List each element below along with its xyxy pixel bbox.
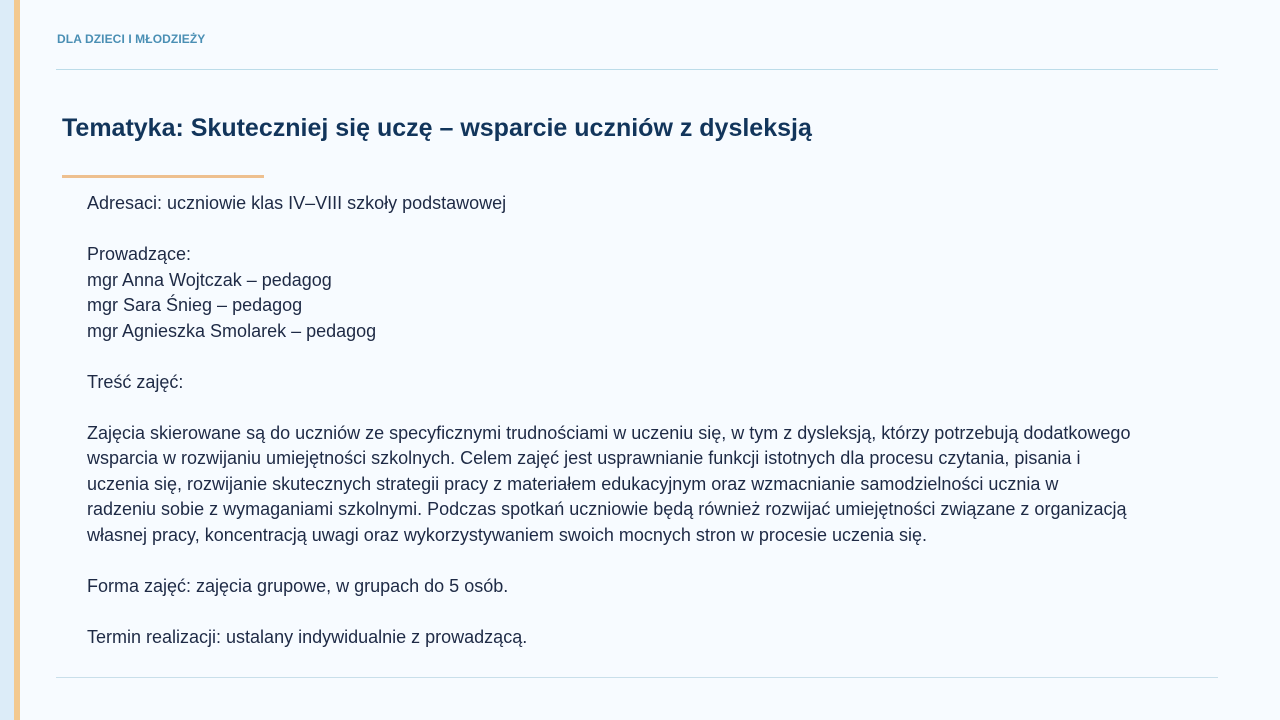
spacer — [87, 395, 1132, 421]
content-body: Zajęcia skierowane są do uczniów ze specyficznymi trudnościami w uczeniu się, w tym z dysleksją, którzy potrzebują dodatkowego wsparcia w rozwijaniu umiejętności szkolnych. Celem zajęć jest usprawnianie funkcji istotnych dla procesu czytania, pisania i uczenia się, rozwijanie skutecznych strategii pracy z materiałem edukacyjnym oraz wzmacnianie samodzielności ucznia w radzeniu sobie z wymaganiami szkolnymi. Podczas spotkań uczniowie będą również rozwijać umiejętności związane z organizacją własnej pracy, koncentracją uwagi oraz wykorzystywaniem swoich mocnych stron w procesie uczenia się. — [87, 422, 1131, 545]
content-heading: Treść zajęć: — [87, 371, 184, 392]
spacer — [87, 344, 1132, 370]
teacher-item: mgr Agnieszka Smolarek – pedagog — [87, 320, 377, 341]
teacher-item: mgr Sara Śnieg – pedagog — [87, 295, 303, 315]
teacher-item: mgr Anna Wojtczak – pedagog — [87, 269, 332, 290]
left-decorative-band — [0, 0, 14, 720]
title-accent-line — [62, 175, 264, 178]
main-content — [87, 191, 1132, 650]
teachers-heading: Prowadzące: — [87, 244, 192, 264]
addressees-text: Adresaci: uczniowie klas IV–VIII szkoły podstawowej — [87, 193, 507, 213]
left-accent-stripe — [14, 0, 20, 720]
bottom-divider — [56, 677, 1218, 678]
header-label: DLA DZIECI I MŁODZIEŻY — [57, 32, 206, 46]
schedule-text: Termin realizacji: ustalany indywidualnie z prowadzącą. — [87, 626, 528, 647]
teachers-list — [87, 268, 1132, 345]
page-title: Tematyka: Skuteczniej się uczę – wsparcie uczniów z dysleksją — [62, 114, 812, 142]
form-text: Forma zajęć: zajęcia grupowe, w grupach do 5 osób. — [87, 575, 509, 596]
spacer — [87, 217, 1132, 243]
top-divider — [56, 69, 1218, 70]
spacer — [87, 599, 1132, 625]
spacer — [87, 548, 1132, 574]
